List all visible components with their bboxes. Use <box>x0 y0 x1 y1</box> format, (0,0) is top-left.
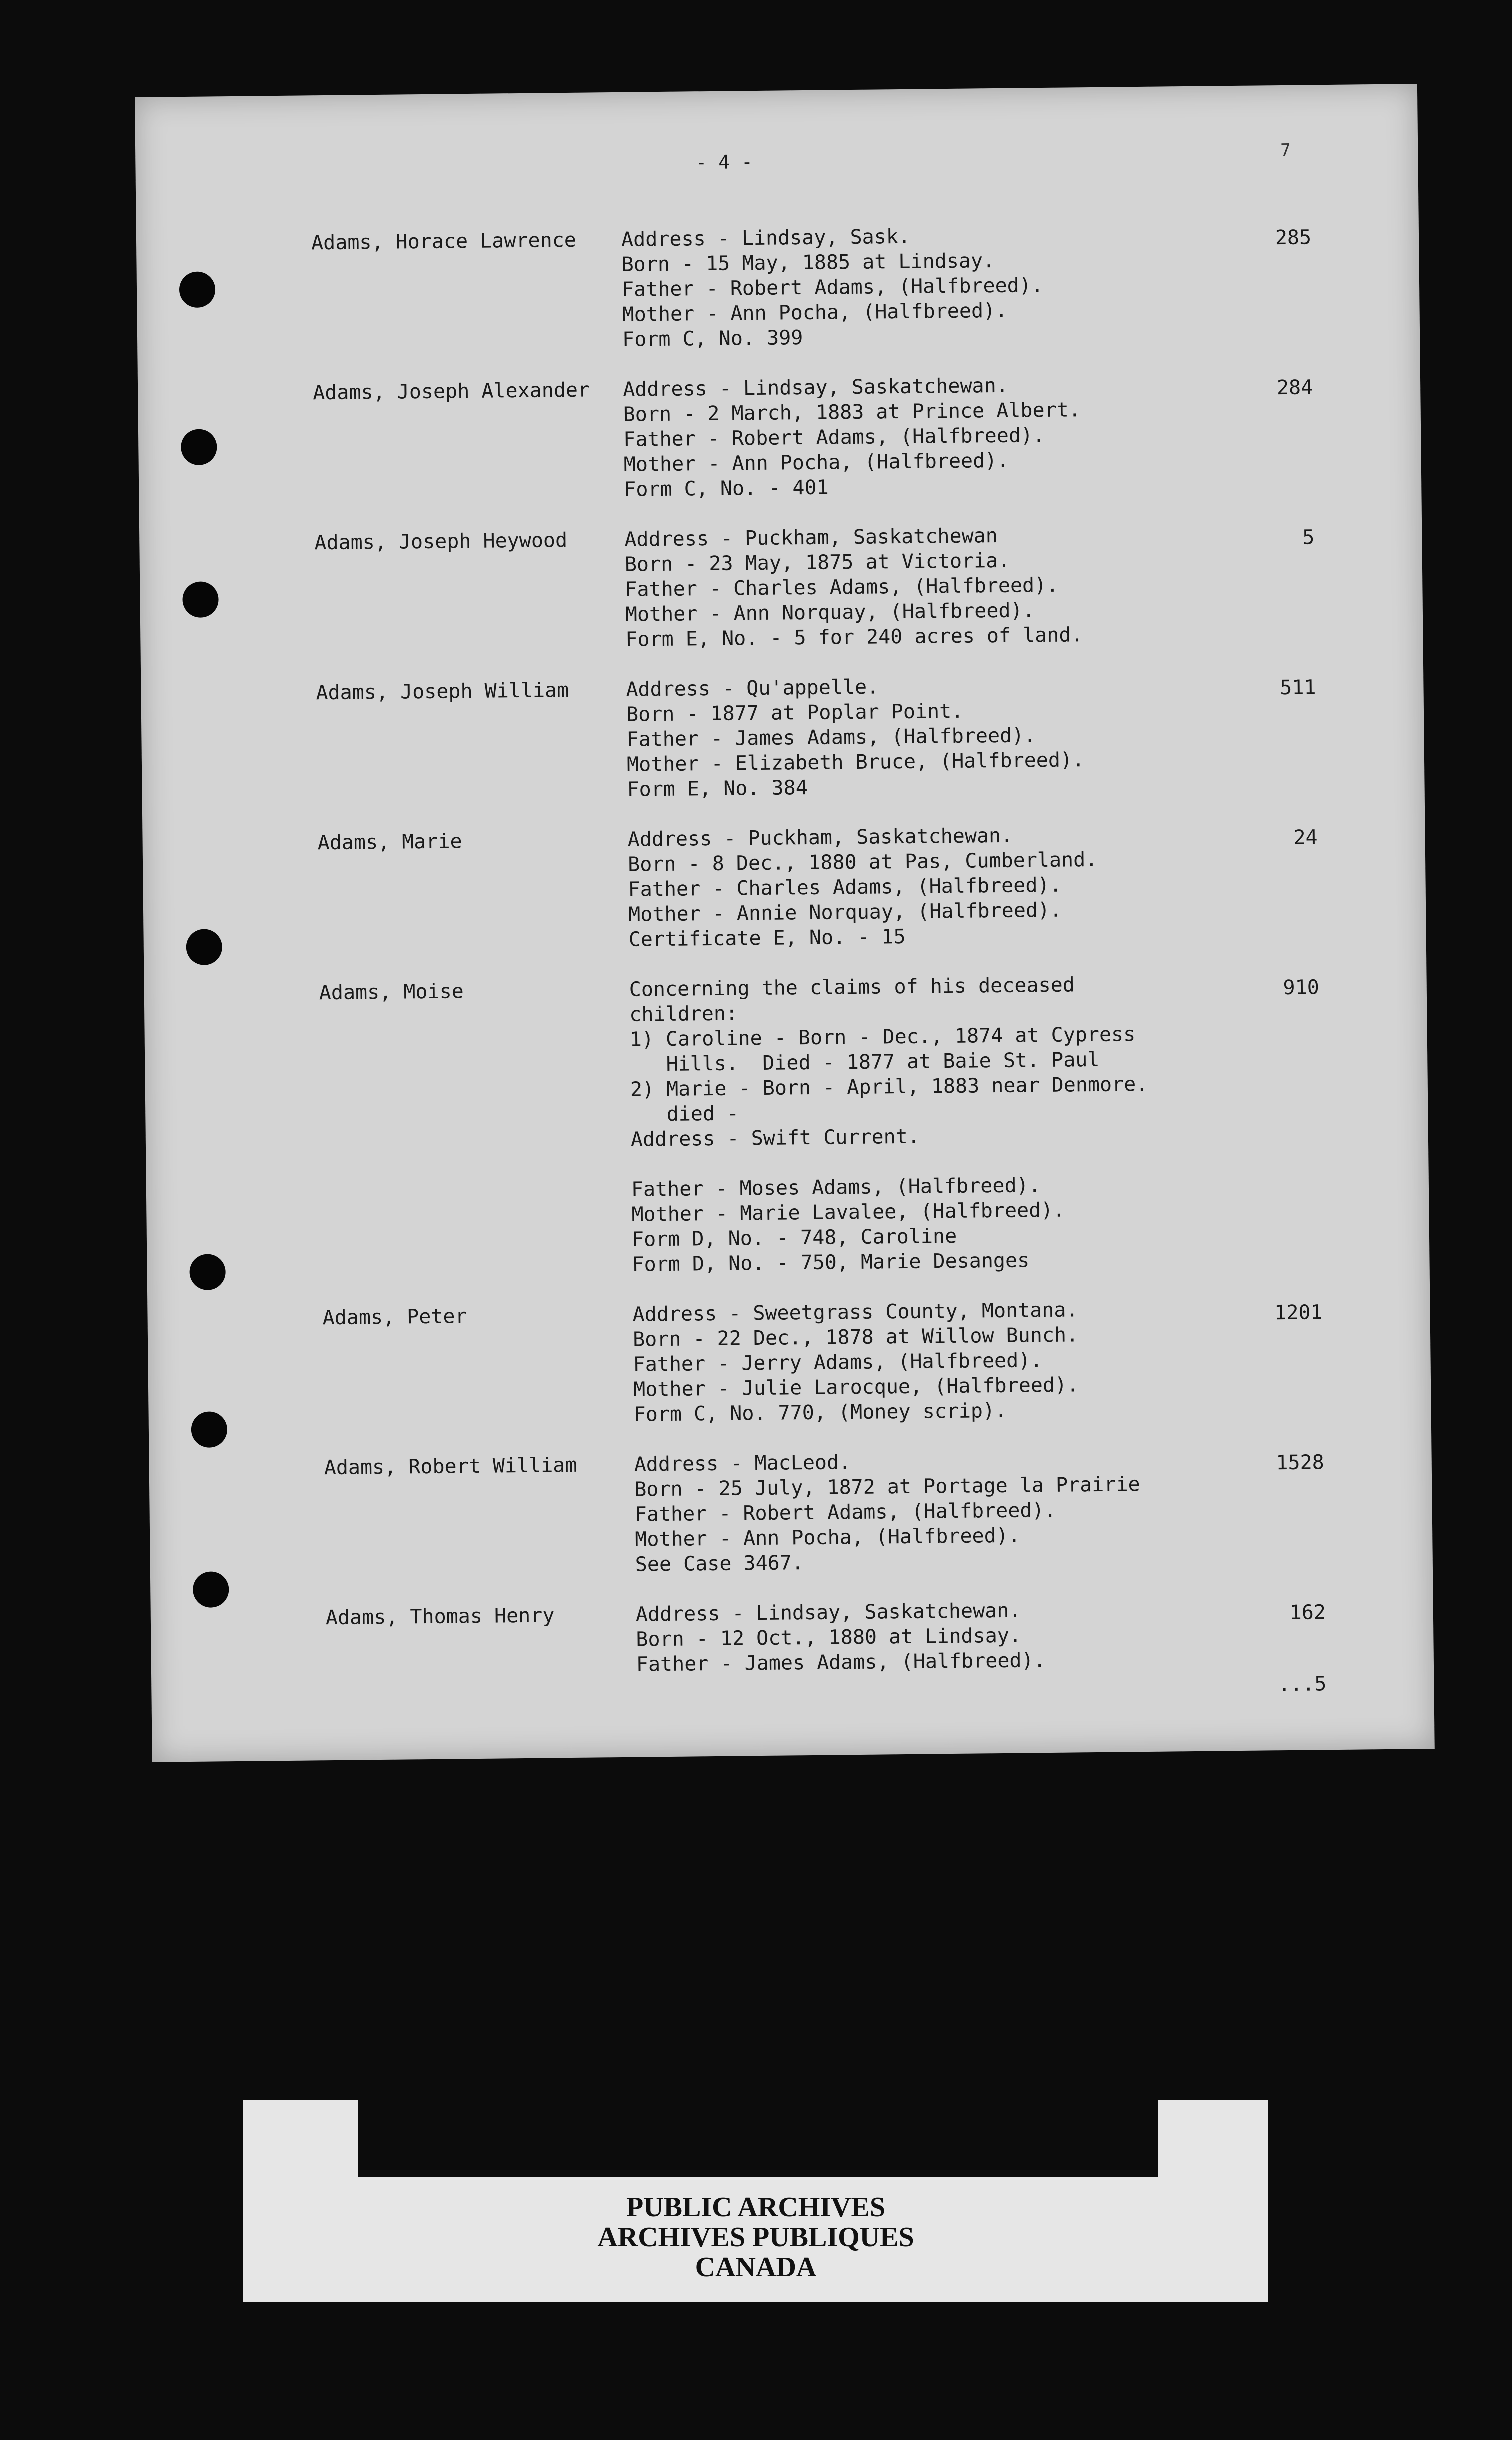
corner-mark: 7 <box>1280 140 1291 161</box>
binder-hole <box>182 582 219 618</box>
binder-hole <box>186 929 222 966</box>
archive-label-line: CANADA <box>695 2252 817 2283</box>
detail-line: Address - Sweetgrass County, Montana. <box>632 1298 1078 1326</box>
detail-line: Form E, No. 384 <box>627 776 808 802</box>
claimant-name: Adams, Joseph William <box>316 678 570 705</box>
claim-entry <box>148 1294 1430 1426</box>
detail-line: Mother - Ann Pocha, (Halfbreed). <box>622 299 1008 326</box>
claim-number: 1201 <box>1274 1301 1323 1325</box>
detail-line: Born - 15 May, 1885 at Lindsay. <box>622 250 996 276</box>
detail-line: Born - 1877 at Poplar Point. <box>626 700 964 726</box>
detail-line: Address - Swift Current. <box>630 1125 920 1152</box>
binder-hole <box>180 272 216 308</box>
detail-line: Mother - Ann Norquay, (Halfbreed). <box>625 599 1035 626</box>
detail-line: Born - 8 Dec., 1880 at Pas, Cumberland. <box>628 848 1098 876</box>
continued-marker: ...5 <box>1278 1672 1327 1696</box>
detail-line: Father - Moses Adams, (Halfbreed). <box>631 1174 1041 1202</box>
claim-number: 511 <box>1280 676 1316 700</box>
detail-line: Father - Robert Adams, (Halfbreed). <box>623 424 1046 452</box>
claim-details <box>626 672 1085 802</box>
detail-line: Father - Robert Adams, (Halfbreed). <box>622 274 1044 302</box>
claim-entry <box>141 669 1424 802</box>
detail-line: Mother - Marie Lavalee, (Halfbreed). <box>632 1198 1066 1226</box>
claim-entry <box>136 219 1419 352</box>
detail-line: Form D, No. - 750, Marie Desanges <box>632 1249 1030 1276</box>
detail-line: Address - Qu'appelle. <box>626 676 880 702</box>
detail-line: Father - Jerry Adams, (Halfbreed). <box>633 1349 1043 1376</box>
detail-line: Born - 23 May, 1875 at Victoria. <box>624 549 1010 576</box>
detail-line: Certificate E, No. - 15 <box>628 925 906 952</box>
claim-details <box>623 372 1082 502</box>
claim-details <box>634 1447 1141 1578</box>
claimant-name: Adams, Joseph Heywood <box>314 528 568 555</box>
claim-entry <box>151 1594 1434 1676</box>
detail-line: See Case 3467. <box>635 1552 804 1576</box>
detail-line: Father - James Adams, (Halfbreed). <box>626 724 1036 752</box>
claim-number: 910 <box>1283 976 1320 1000</box>
claim-details <box>624 522 1084 652</box>
detail-line: Father - James Adams, (Halfbreed). <box>636 1649 1046 1676</box>
claim-details <box>636 1598 1046 1678</box>
detail-line: Address - Lindsay, Saskatchewan. <box>622 374 1009 402</box>
detail-line: 2) Marie - Born - April, 1883 near Denmore. <box>630 1072 1148 1102</box>
claimant-name: Adams, Joseph Alexander <box>312 378 590 405</box>
detail-line: Address - Lindsay, Saskatchewan. <box>636 1599 1022 1626</box>
detail-line: Address - Lindsay, Sask. <box>621 225 911 252</box>
detail-line: Mother - Ann Pocha, (Halfbreed). <box>635 1524 1021 1552</box>
claimant-name: Adams, Horace Lawrence <box>311 228 577 255</box>
detail-line: Address - Puckham, Saskatchewan <box>624 524 998 552</box>
claimant-name: Adams, Marie <box>318 830 462 855</box>
claim-entry <box>140 519 1422 652</box>
claim-entry <box>142 819 1425 952</box>
detail-line: Born - 22 Dec., 1878 at Willow Bunch. <box>632 1324 1079 1352</box>
detail-line: Concerning the claims of his deceased <box>629 974 1075 1002</box>
claim-number: 285 <box>1275 226 1312 250</box>
binder-hole <box>181 429 218 466</box>
binder-hole <box>192 1412 228 1448</box>
claim-number: 24 <box>1294 826 1318 850</box>
detail-line: Hills. Died - 1877 at Baie St. Paul <box>630 1048 1100 1076</box>
archive-label-card <box>244 2100 1268 2302</box>
claimant-name: Adams, Robert William <box>324 1454 578 1480</box>
claimant-name: Adams, Peter <box>322 1305 468 1330</box>
claim-details <box>622 223 1044 352</box>
claim-number: 5 <box>1302 526 1315 550</box>
claimant-name: Adams, Thomas Henry <box>326 1604 555 1630</box>
detail-line: Mother - Annie Norquay, (Halfbreed). <box>628 898 1062 926</box>
label-notch <box>358 2100 1158 2178</box>
document-page <box>135 84 1435 1762</box>
detail-line: Father - Charles Adams, (Halfbreed). <box>625 574 1059 602</box>
detail-line: 1) Caroline - Born - Dec., 1874 at Cypress <box>630 1023 1136 1052</box>
claim-entry <box>144 969 1427 1276</box>
detail-line: Mother - Elizabeth Bruce, (Halfbreed). <box>626 748 1085 776</box>
archive-label <box>244 2192 1268 2282</box>
detail-line: Born - 25 July, 1872 at Portage la Prairie <box>634 1473 1140 1502</box>
claim-number: 162 <box>1290 1601 1326 1624</box>
page-number: - 4 - <box>696 151 754 174</box>
detail-line: Form C, No. - 401 <box>624 476 829 502</box>
claimant-name: Adams, Moise <box>319 980 464 1005</box>
detail-line: Form D, No. - 748, Caroline <box>632 1224 958 1252</box>
detail-line: Form C, No. 770, (Money scrip). <box>634 1399 1008 1426</box>
claim-details <box>632 1298 1080 1427</box>
binder-hole <box>193 1572 230 1608</box>
claim-number: 284 <box>1276 376 1314 400</box>
detail-line: Born - 12 Oct., 1880 at Lindsay. <box>636 1624 1022 1652</box>
claim-number: 1528 <box>1276 1451 1324 1475</box>
claim-details <box>629 972 1150 1278</box>
detail-line: Mother - Ann Pocha, (Halfbreed). <box>624 449 1010 476</box>
detail-line: Father - Robert Adams, (Halfbreed). <box>634 1498 1056 1526</box>
binder-hole <box>190 1254 226 1290</box>
detail-line: Mother - Julie Larocque, (Halfbreed). <box>633 1374 1080 1402</box>
detail-line: Father - Charles Adams, (Halfbreed). <box>628 874 1062 902</box>
claim-entry <box>149 1444 1432 1576</box>
entry-list <box>135 84 1418 1676</box>
detail-line: Born - 2 March, 1883 at Prince Albert. <box>623 398 1082 426</box>
archive-label-line: ARCHIVES PUBLIQUES <box>598 2222 914 2253</box>
claim-entry <box>138 369 1420 502</box>
detail-line: Address - Puckham, Saskatchewan. <box>628 824 1014 852</box>
archive-label-line: PUBLIC ARCHIVES <box>626 2192 886 2223</box>
detail-line: Address - MacLeod. <box>634 1451 852 1476</box>
detail-line: Form E, No. - 5 for 240 acres of land. <box>626 624 1084 652</box>
detail-line: children: <box>630 1002 738 1026</box>
claim-details <box>628 822 1098 952</box>
detail-line: Form C, No. 399 <box>622 326 804 352</box>
detail-line: died - <box>630 1102 740 1126</box>
